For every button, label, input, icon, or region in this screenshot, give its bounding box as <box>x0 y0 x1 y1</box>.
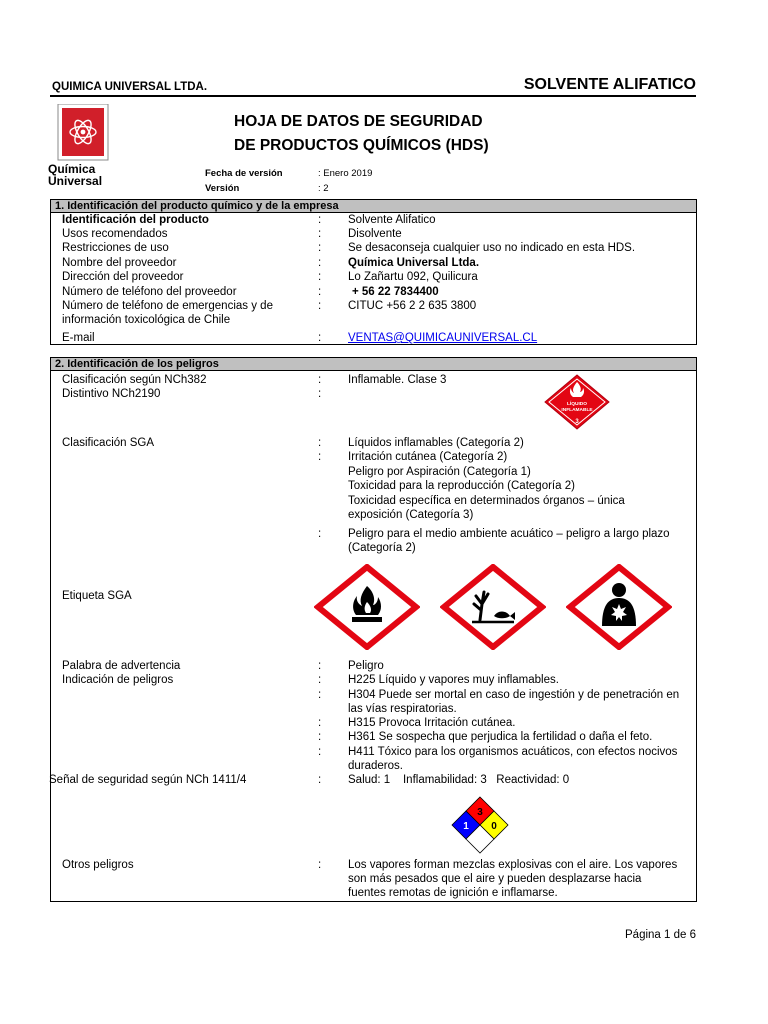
colon: : <box>318 674 322 686</box>
s1-value-restricciones: Se desaconseja cualquier uso no indicado en esta HDS. <box>348 242 636 254</box>
hazard-h361: H361 Se sospecha que perjudica la fertilidad o daña el feto. <box>348 731 653 743</box>
s1-label-emergencias-2: información toxicológica de Chile <box>62 314 231 326</box>
sga-item-4: Toxicidad para la reproducción (Categoría 2) <box>348 480 575 492</box>
s2-label-distintivo: Distintivo NCh2190 <box>62 388 161 400</box>
product-name: SOLVENTE ALIFATICO <box>523 76 696 93</box>
s2-label-palabra: Palabra de advertencia <box>62 660 181 672</box>
placard-text-2: INFLAMABLE <box>561 408 593 413</box>
logo-tagline <box>48 163 102 187</box>
s2-value-palabra: Peligro <box>348 660 384 672</box>
s1-value-direccion: Lo Zañartu 092, Quilicura <box>348 271 478 283</box>
colon: : <box>318 451 322 463</box>
colon: : <box>318 374 322 386</box>
s1-label-identificacion: Identificación del producto <box>62 214 209 226</box>
hazard-h411b: duraderos. <box>348 760 403 772</box>
colon: : <box>318 660 322 672</box>
colon: : <box>318 731 322 743</box>
s2-label-sga: Clasificación SGA <box>62 437 155 449</box>
email-link[interactable]: VENTAS@QUIMICAUNIVERSAL.CL <box>348 332 538 344</box>
s2-label-senal: Señal de seguridad según NCh 1411/4 <box>49 774 247 786</box>
environment-icon <box>440 564 546 650</box>
s2-label-indicacion: Indicación de peligros <box>62 674 174 686</box>
fecha-value: : Enero 2019 <box>318 168 373 179</box>
title-line-2: DE PRODUCTOS QUÍMICOS (HDS) <box>234 137 489 154</box>
s1-value-emergencias: CITUC +56 2 2 635 3800 <box>348 300 477 312</box>
version-value: : 2 <box>318 183 329 194</box>
s1-label-proveedor: Nombre del proveedor <box>62 257 177 269</box>
s2-label-etiqueta: Etiqueta SGA <box>62 590 132 602</box>
colon: : <box>318 257 322 269</box>
nfpa-health: 1 <box>463 821 469 832</box>
version-label: Versión <box>205 183 240 194</box>
s1-label-emergencias: Número de teléfono de emergencias y de <box>62 300 273 312</box>
s1-value-proveedor: Química Universal Ltda. <box>348 257 480 269</box>
hazard-h411: H411 Tóxico para los organismos acuáticos, con efectos nocivos <box>348 746 678 758</box>
document-title <box>234 110 489 158</box>
sga-item-1: Líquidos inflamables (Categoría 2) <box>348 437 524 449</box>
colon: : <box>318 528 322 540</box>
s2-value-nch382: Inflamable. Clase 3 <box>348 374 447 386</box>
sga-item-2: Irritación cutánea (Categoría 2) <box>348 451 508 463</box>
colon: : <box>318 242 322 254</box>
colon: : <box>318 228 322 240</box>
s1-label-direccion: Dirección del proveedor <box>62 271 184 283</box>
s1-label-telefono: Número de teléfono del proveedor <box>62 286 237 298</box>
fecha-label: Fecha de versión <box>205 168 283 179</box>
nfpa-reactivity: 0 <box>491 821 497 832</box>
health-hazard-icon <box>566 564 672 650</box>
s2-label-nch382: Clasificación según NCh382 <box>62 374 207 386</box>
nfpa-flammability: 3 <box>477 807 483 818</box>
sga-item-3: Peligro por Aspiración (Categoría 1) <box>348 466 531 478</box>
meta-labels <box>205 166 283 196</box>
colon: : <box>318 859 322 871</box>
s1-label-email: E-mail <box>62 332 95 344</box>
sga-item-5b: exposición (Categoría 3) <box>348 509 474 521</box>
s2-label-otros: Otros peligros <box>62 859 134 871</box>
section-2-heading: 2. Identificación de los peligros <box>51 358 696 371</box>
s1-value-identificacion: Solvente Alifatico <box>348 214 436 226</box>
header-divider <box>50 95 696 97</box>
s2-value-senal: Salud: 1 Inflamabilidad: 3 Reactividad: 0 <box>348 774 570 786</box>
logo-line-2: Universal <box>48 174 103 188</box>
colon: : <box>318 717 322 729</box>
colon: : <box>318 286 322 298</box>
flammable-liquid-placard-icon <box>543 374 611 430</box>
sga-item-6b: (Categoría 2) <box>348 542 416 554</box>
hazard-h304: H304 Puede ser mortal en caso de ingestión y de penetración en <box>348 689 680 701</box>
page-number: Página 1 de 6 <box>625 929 696 941</box>
nfpa-diamond-icon <box>434 795 526 857</box>
meta-values <box>318 166 372 196</box>
colon: : <box>318 214 322 226</box>
colon: : <box>318 746 322 758</box>
hazard-h315: H315 Provoca Irritación cutánea. <box>348 717 516 729</box>
hazard-h225: H225 Líquido y vapores muy inflamables. <box>348 674 559 686</box>
sga-item-5: Toxicidad específica en determinados órganos – única <box>348 495 625 507</box>
placard-class: 3 <box>575 419 579 425</box>
company-name: QUIMICA UNIVERSAL LTDA. <box>52 81 208 93</box>
colon: : <box>318 388 322 400</box>
colon: : <box>318 774 322 786</box>
section-1-heading: 1. Identificación del producto químico y de la empresa <box>51 200 696 213</box>
s1-label-restricciones: Restricciones de uso <box>62 242 169 254</box>
colon: : <box>318 437 322 449</box>
title-line-1: HOJA DE DATOS DE SEGURIDAD <box>234 113 483 130</box>
flame-icon <box>314 564 420 650</box>
s1-label-usos: Usos recomendados <box>62 228 168 240</box>
otros-line-1: Los vapores forman mezclas explosivas con el aire. Los vapores <box>348 859 678 871</box>
otros-line-3: fuentes remotas de ignición e inflamarse. <box>348 887 558 899</box>
hazard-h304b: las vías respiratorias. <box>348 703 457 715</box>
colon: : <box>318 689 322 701</box>
s1-value-usos: Disolvente <box>348 228 402 240</box>
placard-text-1: LÍQUIDO <box>567 402 587 407</box>
colon: : <box>318 332 322 344</box>
colon: : <box>318 300 322 312</box>
logo-line-1: Química <box>48 162 96 176</box>
s1-value-telefono: + 56 22 7834400 <box>352 286 439 298</box>
sga-item-6: Peligro para el medio ambiente acuático – peligro a largo plazo <box>348 528 670 540</box>
otros-line-2: son más pesados que el aire y pueden desplazarse hacia <box>348 873 642 885</box>
colon: : <box>318 271 322 283</box>
